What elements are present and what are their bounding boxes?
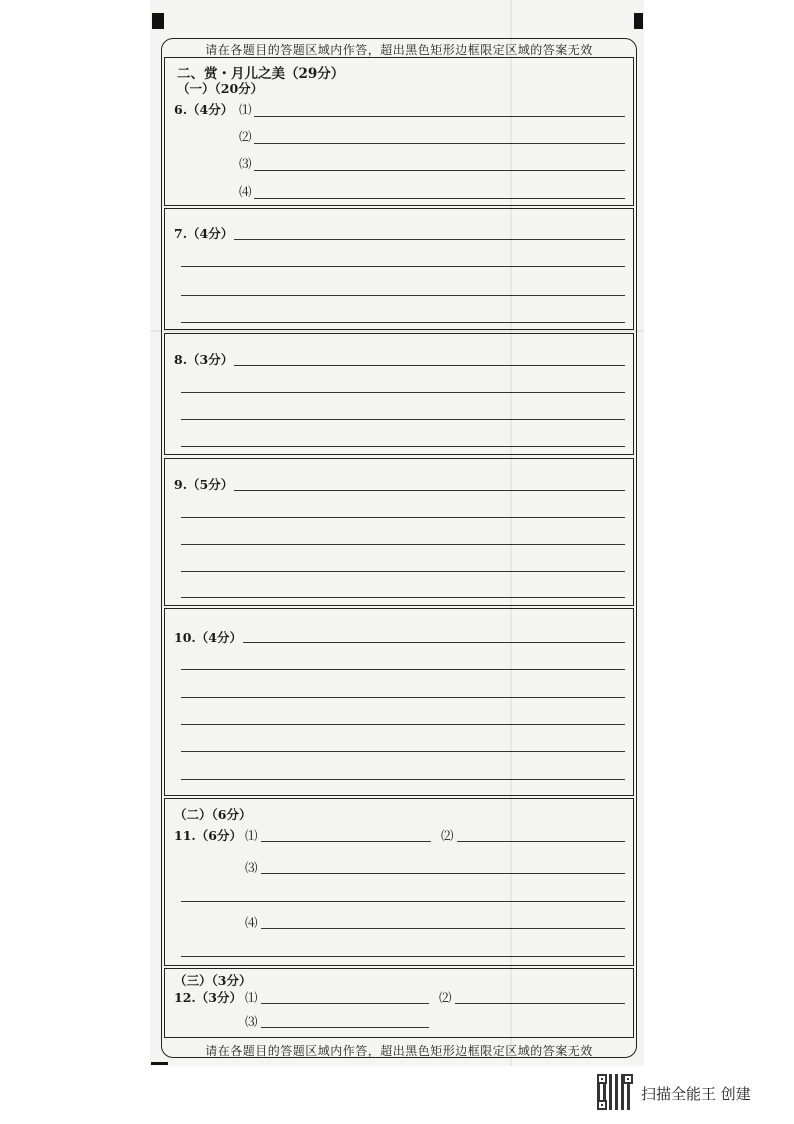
q11-answer-line-4[interactable] [261,928,625,929]
q12-sub-1-label: ⑴ [245,990,258,1005]
q12-answer-line-1[interactable] [261,1003,429,1004]
q6-sub-1-label: ⑴ [239,102,252,117]
answer-box-q7 [164,208,634,330]
q10-answer-line-6[interactable] [181,779,625,780]
q10-answer-line-4[interactable] [181,724,625,725]
question-9-label: 9.（5分） [174,477,234,492]
q11-answer-line-4b[interactable] [181,956,625,957]
q9-answer-line-4[interactable] [181,571,625,572]
answer-box-q8 [164,333,634,455]
part-one-heading: （一）（20分） [177,81,264,96]
q8-answer-line-2[interactable] [181,392,625,393]
question-12-label: 12.（3分） [174,990,242,1005]
answer-box-q12 [164,968,634,1038]
q9-answer-line-3[interactable] [181,544,625,545]
q11-answer-line-3b[interactable] [181,901,625,902]
q11-answer-line-1[interactable] [261,841,431,842]
q12-sub-2-label: ⑵ [439,990,452,1005]
q8-answer-line-3[interactable] [181,419,625,420]
part-three-heading: （三）（3分） [174,973,252,988]
notice-top: 请在各题目的答题区域内作答，超出黑色矩形边框限定区域的答案无效 [205,43,593,57]
notice-bottom: 请在各题目的答题区域内作答，超出黑色矩形边框限定区域的答案无效 [205,1044,593,1058]
registration-marker-top-right [634,13,643,29]
answer-box-q11 [164,798,634,966]
part-two-heading: （二）（6分） [174,807,252,822]
q7-answer-line-3[interactable] [181,295,625,296]
qr-code-icon [597,1074,633,1110]
q7-answer-line-2[interactable] [181,266,625,267]
q8-answer-line-4[interactable] [181,446,625,447]
q6-sub-3-label: ⑶ [239,156,252,171]
question-7-label: 7.（4分） [174,226,234,241]
registration-marker-bottom-left [151,1062,168,1065]
answer-box-q9 [164,458,634,606]
question-11-label: 11.（6分） [174,828,242,843]
q7-answer-line-4[interactable] [181,322,625,323]
q10-answer-line-1[interactable] [243,642,625,643]
q11-sub-2-label: ⑵ [441,828,454,843]
q10-answer-line-5[interactable] [181,751,625,752]
q12-answer-line-3[interactable] [261,1027,429,1028]
q12-sub-3-label: ⑶ [245,1014,258,1029]
q9-answer-line-1[interactable] [234,490,625,491]
scanner-watermark: 扫描全能王 创建 [641,1085,751,1103]
q11-answer-line-2[interactable] [457,841,625,842]
q6-sub-4-label: ⑷ [239,184,252,199]
q8-answer-line-1[interactable] [234,365,625,366]
q11-answer-line-3[interactable] [261,873,625,874]
question-8-label: 8.（3分） [174,352,234,367]
q6-sub-2-label: ⑵ [239,129,252,144]
q7-answer-line-1[interactable] [234,239,625,240]
q6-answer-line-3[interactable] [254,170,625,171]
question-6-label: 6.（4分） [174,102,234,117]
q11-sub-4-label: ⑷ [245,915,258,930]
q10-answer-line-2[interactable] [181,669,625,670]
answer-box-q10 [164,608,634,796]
q12-answer-line-2[interactable] [455,1003,625,1004]
answer-box-q6 [164,57,634,206]
q6-answer-line-2[interactable] [254,143,625,144]
q6-answer-line-4[interactable] [254,198,625,199]
question-10-label: 10.（4分） [174,630,242,645]
q6-answer-line-1[interactable] [254,116,625,117]
registration-marker-top-left [152,13,164,29]
q9-answer-line-2[interactable] [181,517,625,518]
q10-answer-line-3[interactable] [181,697,625,698]
section-title: 二、赏・月儿之美（29分） [177,66,345,82]
q9-answer-line-5[interactable] [181,597,625,598]
q11-sub-1-label: ⑴ [245,828,258,843]
q11-sub-3-label: ⑶ [245,860,258,875]
